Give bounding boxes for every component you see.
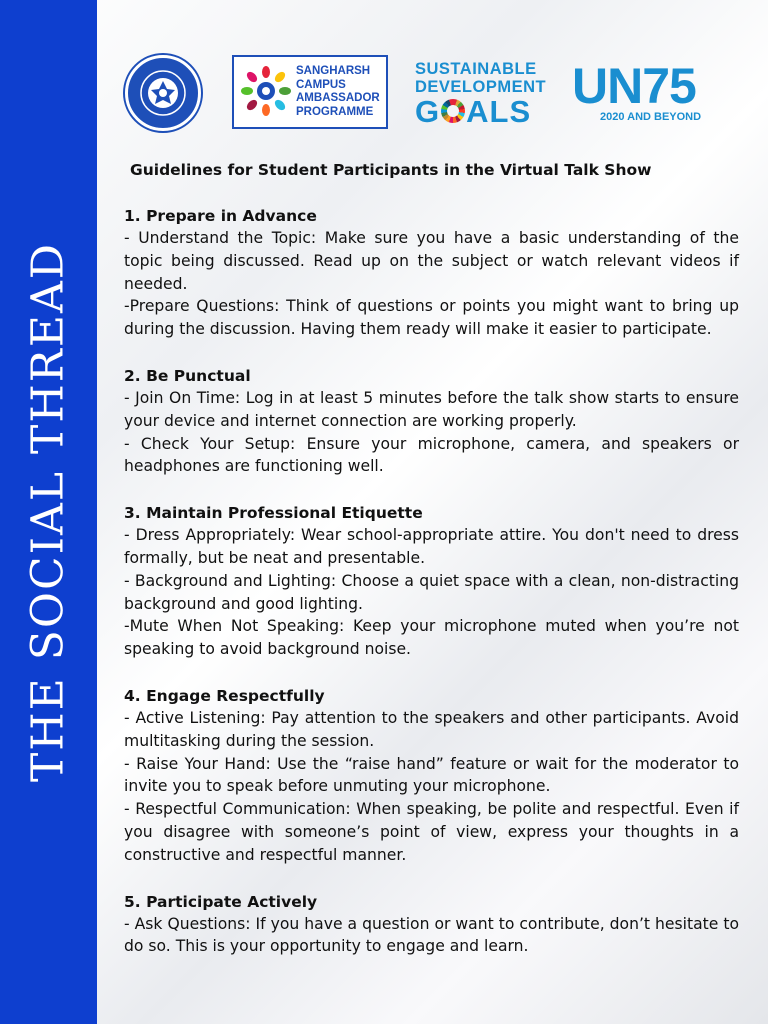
section-paragraph: - Check Your Setup: Ensure your microphone, camera, and speakers or headphones are functioning well. (124, 434, 739, 476)
section-paragraph: - Respectful Communication: When speaking, be polite and respectful. Even if you disagree with someone’s point of view, express your thoughts in a constructive and respectful manner. (124, 800, 739, 864)
section-heading: 3. Maintain Professional Etiquette (124, 504, 423, 523)
section-punctual (124, 365, 739, 478)
section-paragraph: - Ask Questions: If you have a question or want to contribute, don’t hesitate to do so. This is your opportunity to engage and learn. (124, 914, 739, 956)
ambassador-programme-logo (232, 55, 388, 129)
section-heading: 1. Prepare in Advance (124, 207, 317, 225)
section-participate (124, 891, 739, 959)
colorful-hands-icon (240, 65, 292, 117)
foundation-seal-icon (125, 55, 201, 131)
section-paragraph: - Active Listening: Pay attention to the speakers and other participants. Avoid multitasking during the session. (124, 708, 739, 750)
section-paragraph: - Understand the Topic: Make sure you have a basic understanding of the topic being discussed. Read up on the subject or watch relevant videos if needed. (124, 229, 739, 293)
un75-subtitle: 2020 AND BEYOND (600, 111, 702, 123)
sdg-logo (415, 60, 546, 128)
document-body (124, 155, 739, 958)
section-paragraph: -Prepare Questions: Think of questions or points you might want to bring up during the discussion. Having them ready will make it easier to participate. (124, 297, 739, 339)
section-heading: 4. Engage Respectfully (124, 686, 325, 705)
section-etiquette (124, 502, 739, 661)
ambassador-line: CAMPUS (296, 78, 346, 91)
un75-mark: UN75 (572, 58, 696, 114)
section-paragraph: - Dress Appropriately: Wear school-appropriate attire. You don't need to dress formally, but be neat and presentable. (124, 526, 739, 567)
sdg-line: DEVELOPMENT (415, 78, 547, 96)
sidebar-band (0, 0, 97, 1024)
ambassador-line: PROGRAMME (296, 105, 374, 118)
ambassador-programme-text (296, 65, 380, 119)
sdg-line: SUSTAINABLE (415, 60, 537, 78)
ambassador-line: SANGHARSH (296, 65, 371, 77)
section-paragraph: - Raise Your Hand: Use the “raise hand” feature or wait for the moderator to invite you to speak before unmuting your microphone. (124, 754, 739, 796)
sdg-wheel-icon (441, 99, 465, 123)
section-heading: 2. Be Punctual (124, 366, 251, 385)
foundation-seal-graphic (128, 58, 198, 128)
section-paragraph: - Background and Lighting: Choose a quiet space with a clean, non-distracting background and good lighting. (124, 571, 739, 613)
section-prepare (124, 205, 739, 341)
un75-logo (572, 58, 702, 124)
ambassador-line: AMBASSADOR (296, 92, 380, 104)
sdg-goals: G ALS (415, 94, 532, 129)
logo-strip (97, 0, 768, 140)
sidebar-title: THE SOCIAL THREAD (22, 241, 74, 783)
section-engage (124, 685, 739, 867)
document-title: Guidelines for Student Participants in the Virtual Talk Show (130, 161, 652, 179)
section-paragraph: - Join On Time: Log in at least 5 minutes before the talk show starts to ensure your device and internet connection are working properly. (124, 388, 739, 430)
section-paragraph: -Mute When Not Speaking: Keep your microphone muted when you’re not speaking to avoid background noise. (124, 617, 739, 659)
section-heading: 5. Participate Actively (124, 892, 318, 911)
